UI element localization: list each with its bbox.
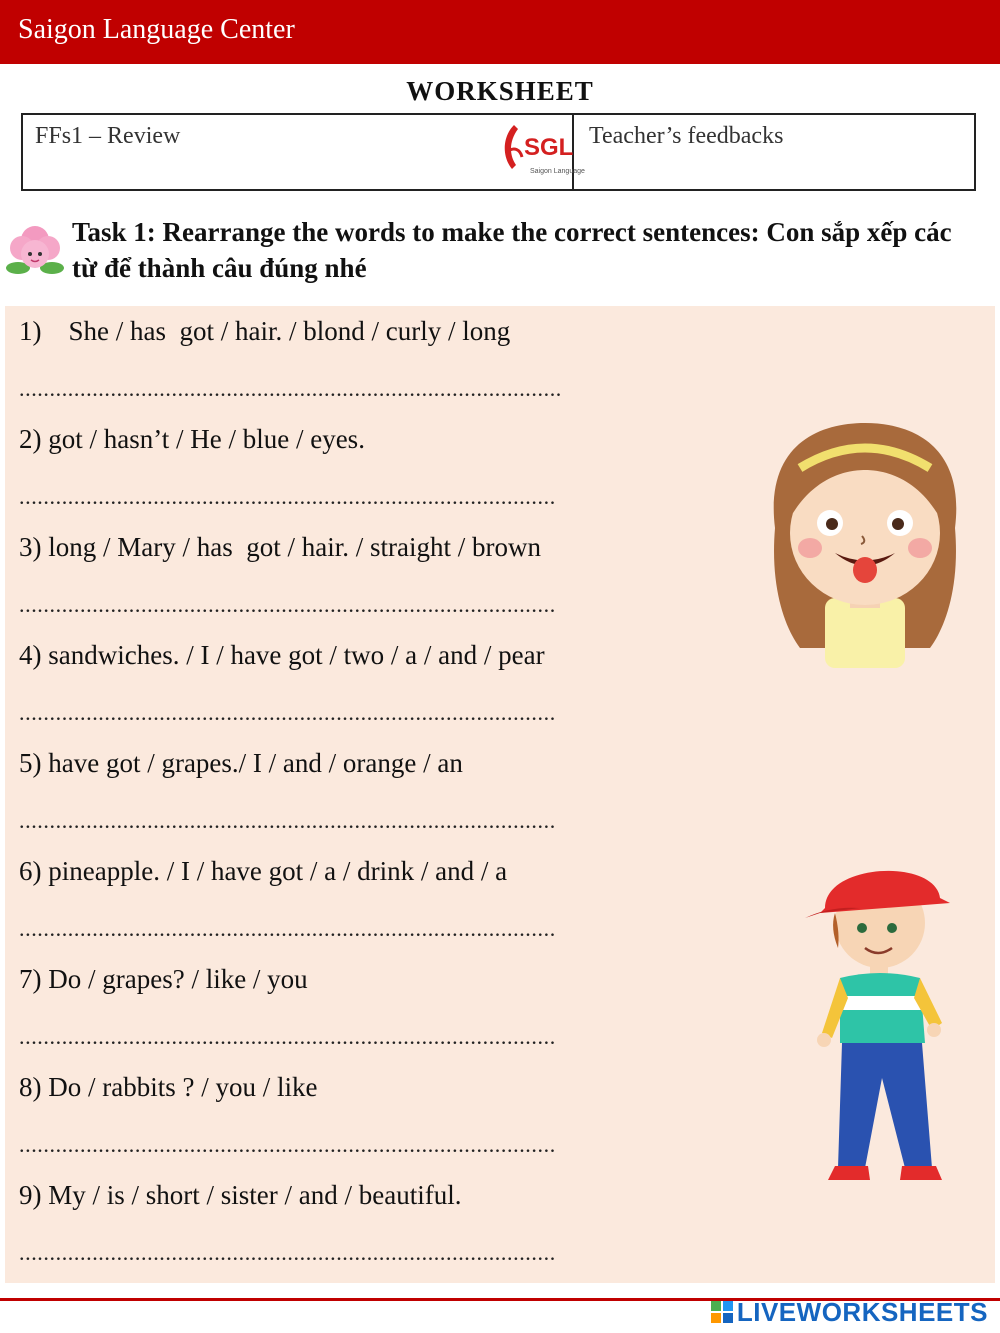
answer-line-3[interactable]: ........................................................................................ [19,592,556,617]
header-bar [0,0,1000,64]
sgl-logo [500,117,585,183]
org-name: Saigon Language Center [18,14,295,45]
answer-line-5[interactable]: ........................................................................................ [19,808,556,833]
task-header [4,214,994,294]
answer-line-7[interactable]: ........................................................................................ [19,1024,556,1049]
question-5: 5) have got / grapes./ I / and / orange / an [19,748,463,778]
girl-illustration [755,418,975,668]
svg-text:Saigon Language: Saigon Language [530,168,585,175]
question-9: 9) My / is / short / sister / and / beautiful. [19,1180,462,1210]
liveworksheets-brand[interactable] [711,1292,988,1332]
answer-line-8[interactable]: ........................................................................................ [19,1132,556,1157]
question-7: 7) Do / grapes? / like / you [19,964,308,994]
info-table [21,113,976,191]
liveworksheets-logo-icon [711,1301,733,1323]
question-1: 1) She / has got / hair. / blond / curly / long [19,316,511,346]
question-8: 8) Do / rabbits ? / you / like [19,1072,318,1102]
question-4: 4) sandwiches. / I / have got / two / a / and / pear [19,640,545,670]
question-2: 2) got / hasn’t / He / blue / eyes. [19,424,365,454]
question-6: 6) pineapple. / I / have got / a / drink / and / a [19,856,508,886]
answer-line-2[interactable]: ........................................................................................ [19,484,556,509]
answer-line-1[interactable]: ......................................................................................... [19,376,562,401]
answer-line-6[interactable]: ........................................................................................ [19,916,556,941]
svg-text:SGL: SGL [524,134,574,161]
boy-illustration [810,858,960,1188]
answer-line-4[interactable]: ........................................................................................ [19,700,556,725]
question-3: 3) long / Mary / has got / hair. / straight / brown [19,532,541,562]
answer-line-9[interactable]: ........................................................................................ [19,1240,556,1265]
exercise-panel [5,306,995,1283]
liveworksheets-wordmark: LIVEWORKSHEETS [736,1296,988,1327]
worksheet-title: WORKSHEET [406,76,594,106]
feedback-label: Teacher’s feedbacks [589,123,784,149]
lesson-cell [23,115,585,189]
flower-icon [4,218,66,282]
task-instruction: Task 1: Rearrange the words to make the correct sentences: Con sắp xếp các từ để thành câu đúng nhé [72,217,952,283]
lesson-label: FFs1 – Review [35,123,181,149]
